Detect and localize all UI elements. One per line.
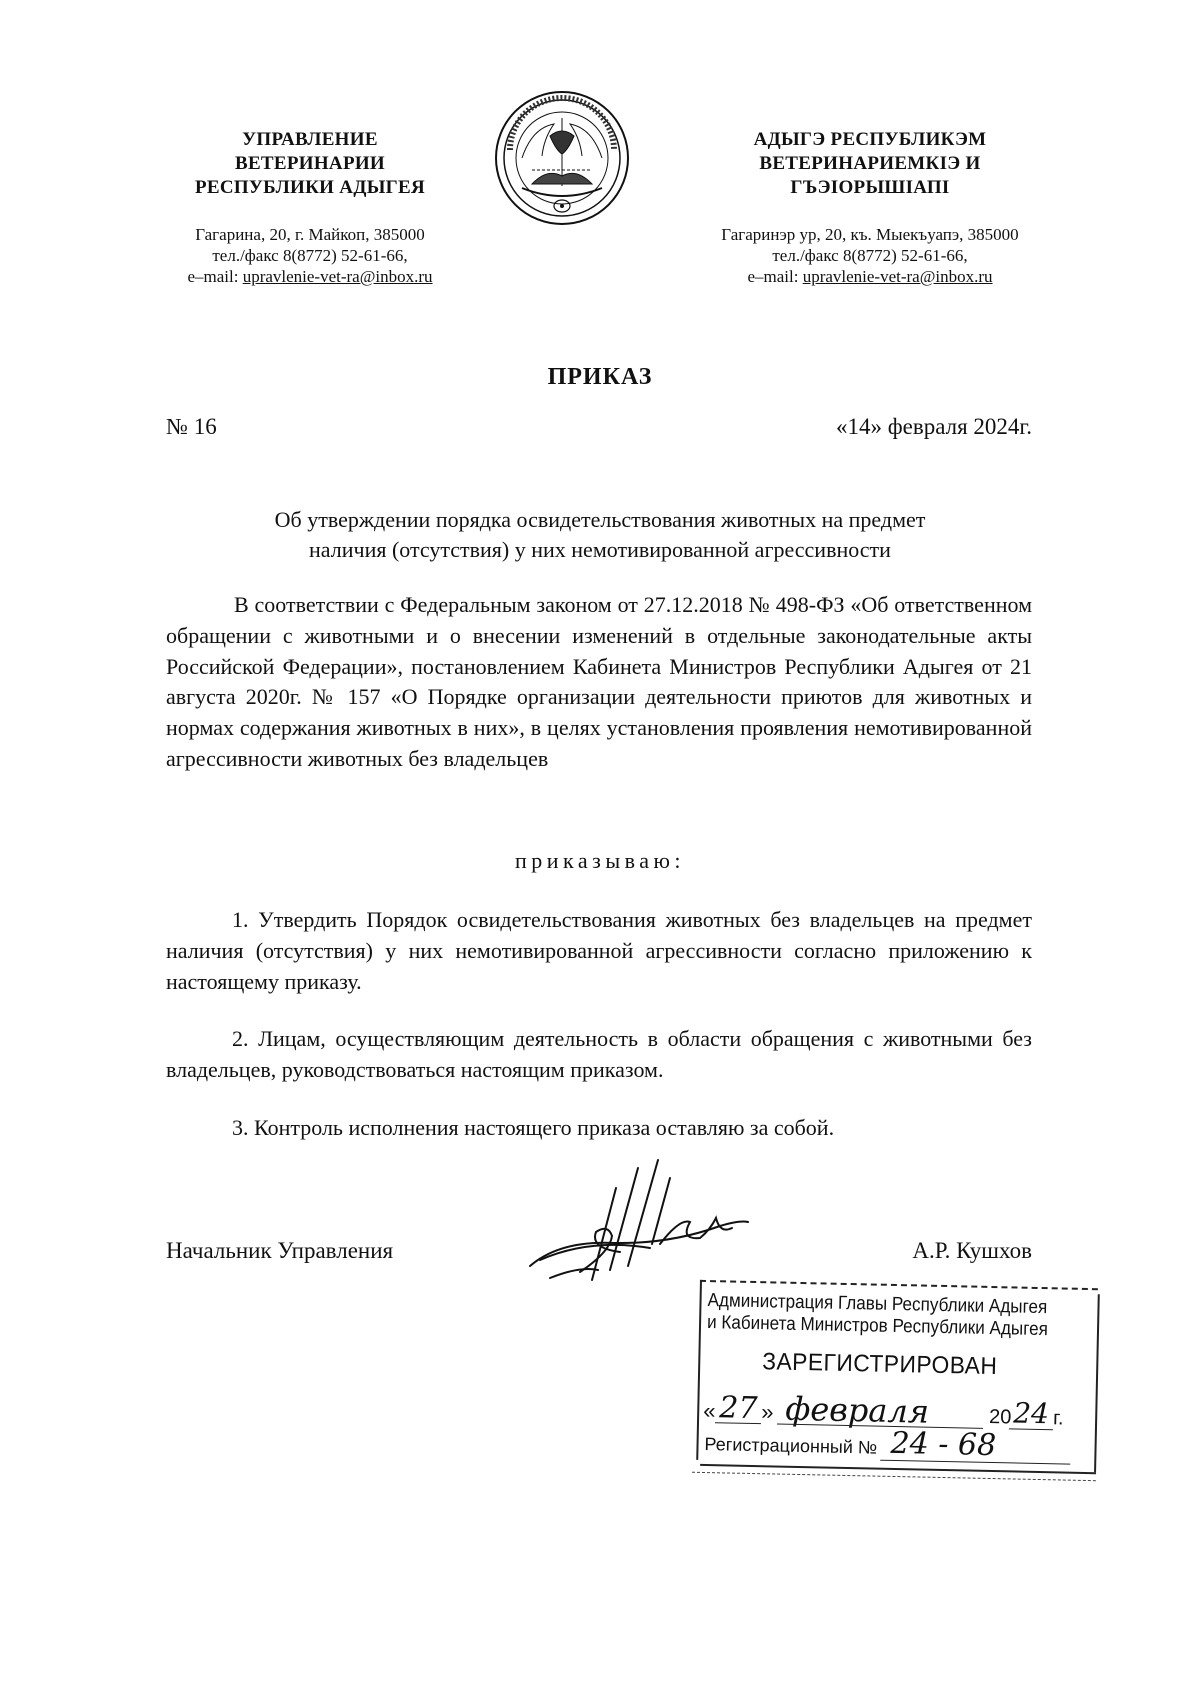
registration-stamp [692,1280,1100,1474]
stamp-border [700,1280,1098,1290]
stamp-org-line: Администрация Главы Республики Адыгея [707,1290,1048,1319]
org-contacts-right [690,224,1050,287]
org-address: Гагаринэр ур, 20, къ. Мыекъуапэ, 385000 [721,225,1019,244]
signer-name: А.Р. Кушхов [912,1238,1032,1263]
stamp-day: 27 [718,1390,758,1427]
document-date: «14» февраля 2024г. [835,414,1032,439]
email-label: e–mail: [747,267,803,286]
org-name-line: ВЕТЕРИНАРИЕМКIЭ И [759,153,981,174]
org-name-right [700,128,1040,200]
stamp-border [1094,1294,1100,1472]
stamp-border [692,1472,1096,1481]
document-number: № 16 [166,414,217,439]
email-label: e–mail: [187,267,243,286]
stamp-border [696,1280,702,1460]
org-email-row [150,266,470,287]
signer-position: Начальник Управления [166,1238,394,1263]
org-name-line: ГЪЭIОРЫШIАПI [790,177,950,198]
org-name-line: ВЕТЕРИНАРИИ [234,153,386,174]
subject-line: наличия (отсутствия) у них немотивированной агрессивности [309,537,891,562]
email-link[interactable]: upravlenie-vet-ra@inbox.ru [242,267,433,286]
document-subject [160,505,1040,565]
org-name-line: АДЫГЭ РЕСПУБЛИКЭМ [753,129,987,150]
stamp-reg-row [704,1425,1095,1468]
order-item: 1. Утвердить Порядок освидетельствования животных без владельцев на предмет наличия (отсутствия) у них немотивированной агрессивности согласно приложению к настоящему приказу. [166,907,1032,994]
order-item: 3. Контроль исполнения настоящего приказа оставляю за собой. [232,1115,835,1140]
org-phone: тел./факс 8(8772) 52-61-66, [212,246,408,265]
stamp-month: февраля [784,1389,930,1431]
quote-close: » [760,1399,774,1425]
org-address: Гагарина, 20, г. Майкоп, 385000 [195,225,425,244]
stamp-reg-number: 24 - 68 [890,1425,997,1464]
order-word: приказываю: [514,848,686,873]
stamp-year-prefix: 20 [988,1405,1012,1429]
org-email-row [690,266,1050,287]
handwritten-signature [520,1148,760,1298]
document-type-title: ПРИКАЗ [547,364,653,390]
org-name-line: УПРАВЛЕНИЕ [242,129,378,150]
org-name-left [150,128,470,200]
preamble-paragraph: В соответствии с Федеральным законом от 27.12.2018 № 498-ФЗ «Об ответственном обращении с животными и о внесении изменений в отдельные законодательные акты Российской Федерации», постановлением Кабинета Министров Республики Адыгея от 21 августа 2020г. № 157 «О Порядке организации деятельности приютов для животных и нормах содержания животных в них», в целях установления проявления немотивированной агрессивности животных без владельцев [166,592,1032,771]
order-item: 2. Лицам, осуществляющим деятельность в области обращения с животными без владельцев, руководствоваться настоящим приказом. [166,1026,1032,1082]
quote-open: « [702,1397,716,1424]
subject-line: Об утверждении порядка освидетельствования животных на предмет [274,507,926,532]
org-phone: тел./факс 8(8772) 52-61-66, [772,246,968,265]
underline [1009,1428,1053,1430]
stamp-org-line: и Кабинета Министров Республики Адыгея [706,1312,1049,1341]
stamp-year-suffix: 24 [1012,1396,1050,1431]
stamp-year-end: г. [1052,1407,1064,1430]
email-link[interactable]: upravlenie-vet-ra@inbox.ru [802,267,993,286]
org-contacts-left [150,224,470,287]
adygea-coat-of-arms-icon [492,88,632,228]
stamp-title: ЗАРЕГИСТРИРОВАН [762,1348,998,1381]
org-name-line: РЕСПУБЛИКИ АДЫГЕЯ [194,177,426,198]
stamp-reg-label: Регистрационный № [704,1434,878,1458]
